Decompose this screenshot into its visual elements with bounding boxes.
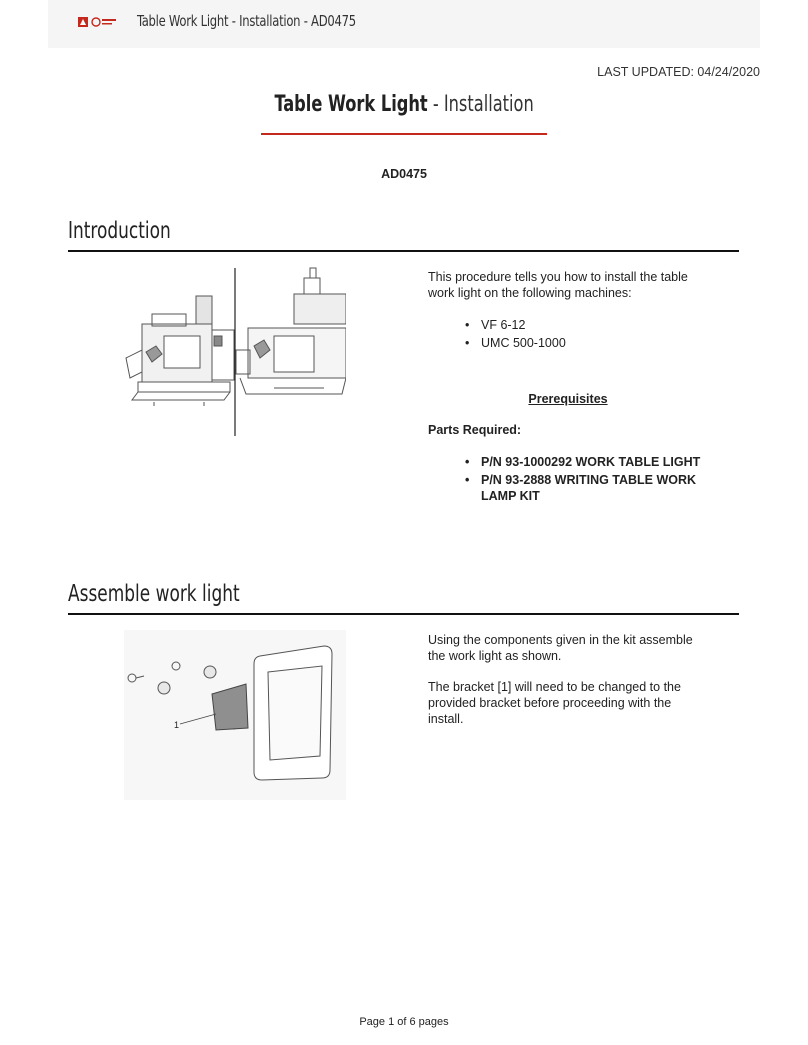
last-updated: LAST UPDATED: 04/24/2020 xyxy=(597,65,760,79)
page-footer: Page 1 of 6 pages xyxy=(359,1016,449,1028)
list-item: • P/N 93-2888 WRITING TABLE WORK LAMP KIT xyxy=(428,472,708,504)
machines-illustration-icon xyxy=(124,266,346,438)
parts-list xyxy=(428,454,708,504)
machine-list xyxy=(428,317,708,351)
assemble-paragraph: Using the components given in the kit assemble the work light as shown. xyxy=(428,633,693,663)
section-title-assemble: Assemble work light xyxy=(68,581,240,607)
intro-paragraph: This procedure tells you how to install the table work light on the following machines: xyxy=(428,270,688,300)
page-title-main: Table Work Light xyxy=(274,92,428,117)
section-divider xyxy=(68,250,739,252)
top-bar xyxy=(48,0,760,48)
assemble-text-column xyxy=(428,632,708,727)
section-divider xyxy=(68,613,739,615)
prerequisites-heading: Prerequisites xyxy=(528,392,608,406)
assemble-paragraph: The bracket [1] will need to be changed to the provided bracket before proceeding with the install. xyxy=(428,680,681,726)
list-item: • UMC 500-1000 xyxy=(428,335,708,351)
doc-title: Table Work Light - Installation - AD0475 xyxy=(137,12,356,30)
page-title-sub: - Installation xyxy=(427,92,534,117)
title-underline xyxy=(261,133,547,135)
parts-required-label: Parts Required: xyxy=(428,423,522,437)
list-item: • VF 6-12 xyxy=(428,317,708,333)
work-light-assembly-icon xyxy=(124,630,346,800)
page-title xyxy=(0,92,808,117)
list-item: • P/N 93-1000292 WORK TABLE LIGHT xyxy=(428,454,708,470)
haas-logo-icon xyxy=(78,15,118,29)
section-title-introduction: Introduction xyxy=(68,218,171,244)
figure-callout: 1 xyxy=(174,720,180,730)
doc-code: AD0475 xyxy=(381,167,427,181)
intro-text-column xyxy=(428,269,708,504)
